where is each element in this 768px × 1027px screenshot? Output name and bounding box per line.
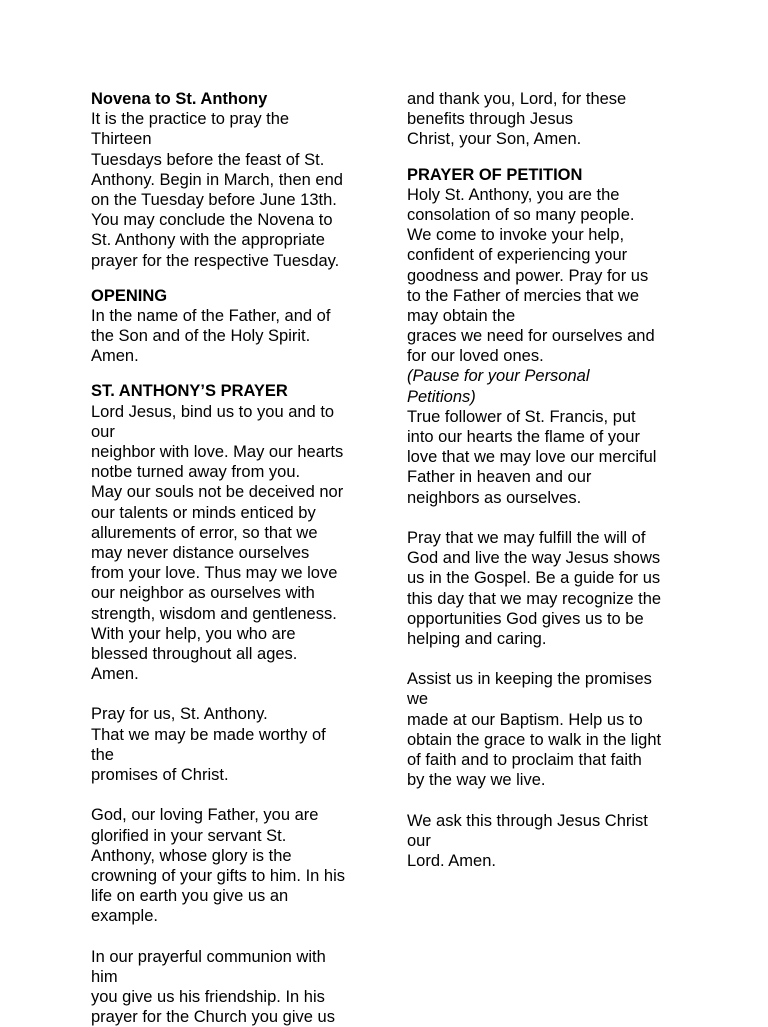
pause-line: Petitions) [407,387,476,406]
prayer-line: our neighbor as ourselves with [91,584,315,603]
prayer-line: allurements of error, so that we [91,523,318,542]
intro-line: on the Tuesday before June 13th. [91,190,337,209]
pray-for-us-line: promises of Christ. [91,766,229,784]
petition-line: consolation of so many people. [407,205,635,224]
opening-heading: OPENING [91,286,168,305]
prayer-line: Amen. [91,665,139,684]
pause-note [407,366,692,406]
pray-for-us-line: the [91,745,114,764]
loving-father-paragraph [91,805,376,926]
prayer-line: Lord Jesus, bind us to you and to [91,402,335,421]
intro-paragraph [91,109,376,271]
petition-line: goodness and power. Pray for us [407,266,649,285]
prayer-line: from your love. Thus may we love [91,564,338,583]
closing-line: We ask this through Jesus Christ [407,811,648,830]
petition-line: graces we need for ourselves and [407,327,655,346]
assist-line: we [407,690,429,709]
follower-line: love that we may love our merciful [407,448,657,467]
follower-paragraph [407,407,692,508]
prayer-line: strength, wisdom and gentleness. [91,604,337,623]
prayer-line: may never distance ourselves [91,543,310,562]
closing-paragraph [407,811,692,872]
follower-line: neighbors as ourselves. [407,488,582,507]
assist-line: of faith and to proclaim that faith [407,751,642,769]
intro-line: You may conclude the Novena to [91,211,333,230]
prayer-heading: ST. ANTHONY’S PRAYER [91,382,288,401]
communion-line: prayer for the Church you give us [91,1008,335,1027]
fulfill-line: us in the Gospel. Be a guide for us [407,569,661,588]
loving-father-line: life on earth you give us an [91,887,289,906]
intro-line: Tuesdays before the feast of St. [91,150,325,169]
closing-line: Lord. Amen. [407,851,496,870]
assist-line: made at our Baptism. Help us to [407,710,643,729]
communion-line: In our prayerful communion with [91,947,326,966]
petition-line: Holy St. Anthony, you are the [407,185,620,204]
prayer-line: With your help, you who are [91,624,296,643]
fulfill-line: opportunities God gives us to be [407,609,644,628]
petition-heading: PRAYER OF PETITION [407,165,583,184]
assist-line: obtain the grace to walk in the light [407,730,662,749]
intro-line: It is the practice to pray the [91,110,290,129]
loving-father-line: Anthony, whose glory is the [91,846,292,865]
communion-line: him [91,967,118,986]
prayer-line: neighbor with love. May our hearts [91,443,344,461]
opening-paragraph [91,306,376,367]
opening-line: the Son and of the Holy Spirit. [91,327,311,346]
loving-father-line: God, our loving Father, you are [91,806,319,825]
thanks-line: and thank you, Lord, for these [407,90,627,108]
assist-paragraph [407,669,692,790]
petition-line: may obtain the [407,306,516,325]
thanks-line: Christ, your Son, Amen. [407,130,582,149]
communion-line: you give us his friendship. In his [91,988,325,1007]
loving-father-line: crowning of your gifts to him. In his [91,866,346,885]
loving-father-line: example. [91,907,158,926]
pause-line: (Pause for your Personal [407,367,590,386]
follower-line: True follower of St. Francis, put [407,407,636,426]
petition-paragraph [407,185,692,367]
fulfill-paragraph [407,528,692,649]
intro-line: St. Anthony with the appropriate [91,231,325,250]
fulfill-line: Pray that we may fulfill the will of [407,528,646,547]
closing-line: our [407,831,431,850]
prayer-paragraph [91,402,376,685]
assist-line: Assist us in keeping the promises [407,670,652,689]
fulfill-line: helping and caring. [407,629,547,648]
loving-father-line: glorified in your servant St. [91,826,287,845]
fulfill-line: God and live the way Jesus shows [407,549,661,568]
pray-for-us-paragraph [91,704,376,785]
right-column [407,89,692,871]
petition-line: for our loved ones. [407,347,544,366]
fulfill-line: this day that we may recognize the [407,589,662,608]
prayer-line: blessed throughout all ages. [91,644,298,663]
petition-line: to the Father of mercies that we [407,286,640,305]
document-title: Novena to St. Anthony [91,90,268,108]
pray-for-us-line: Pray for us, St. Anthony. [91,705,268,724]
prayer-line: May our souls not be deceived nor [91,483,344,502]
intro-line: Thirteen [91,130,152,149]
opening-line: In the name of the Father, and of [91,306,331,325]
follower-line: into our hearts the flame of your [407,428,640,446]
petition-line: confident of experiencing your [407,246,628,265]
opening-line: Amen. [91,347,139,366]
prayer-line: our [91,422,115,441]
thanks-line: benefits through Jesus [407,110,574,129]
prayer-line: our talents or minds enticed by [91,503,316,522]
assist-line: by the way we live. [407,771,546,790]
intro-line: prayer for the respective Tuesday. [91,251,340,270]
pray-for-us-line: That we may be made worthy of [91,725,326,744]
intro-line: Anthony. Begin in March, then end [91,170,343,189]
petition-line: We come to invoke your help, [407,226,625,245]
prayer-line: notbe turned away from you. [91,463,301,482]
follower-line: Father in heaven and our [407,468,592,487]
left-column [91,89,376,1027]
communion-paragraph [91,947,376,1027]
thanks-paragraph [407,89,692,150]
